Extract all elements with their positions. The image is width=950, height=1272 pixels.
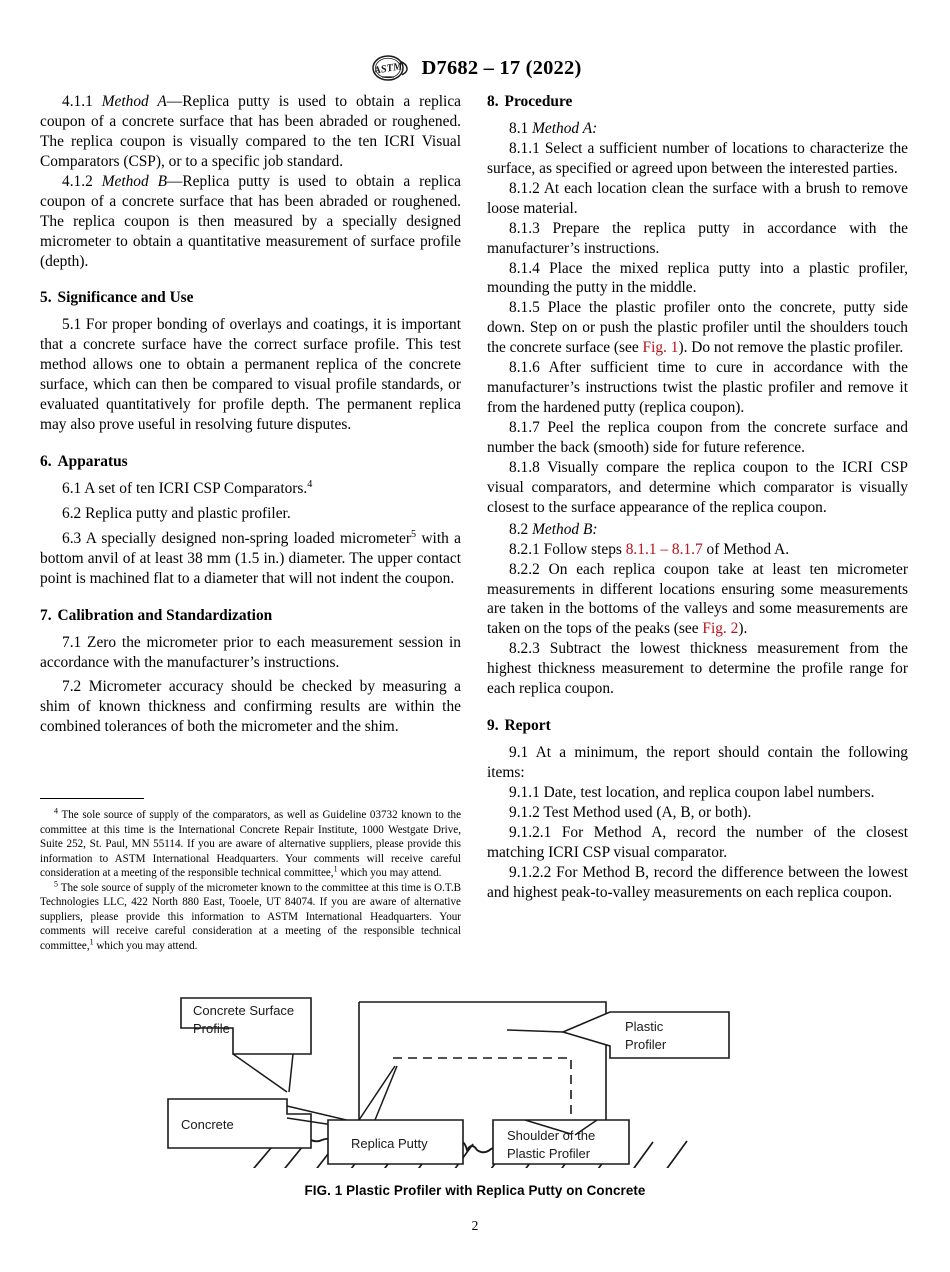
callout-label-concrete: Concrete [181,1117,234,1132]
section-title: Procedure [504,93,573,110]
para-text-cont: of Method A. [702,540,790,558]
paragraph-6-2: 6.2 Replica putty and plastic profiler. [62,504,291,522]
paragraph-4-1-1 [40,92,461,172]
xref-fig-2[interactable]: Fig. 2 [702,620,739,638]
para-number: 4.1.1 [62,93,93,110]
section-number: 7. [40,606,52,624]
section-number: 9. [487,717,499,735]
section-number: 8. [487,93,499,110]
section-title: Calibration and Standardization [57,606,273,624]
paragraph-8-2-3: 8.2.3 Subtract the lowest thickness measurement from the highest thickness measurement to determine the profile range for each replica coupon. [487,640,908,698]
para-text: —Replica putty is used to obtain a replica coupon of a concrete surface that has been abraded or roughened. The replica coupon is then measured by a specially designed micrometer to obtain a quantitative measurement of surface profile (depth). [40,172,461,270]
paragraph-6-1 [40,479,461,499]
leader-plastic-profiler [507,1030,563,1032]
section-number: 5. [40,289,52,307]
para-text: 6.1 A set of ten ICRI CSP Comparators. [62,479,308,497]
paragraph-8-1-2: 8.1.2 At each location clean the surface with a brush to remove loose material. [487,179,908,217]
figure-1-caption: FIG. 1 Plastic Profiler with Replica Putty on Concrete [304,1183,646,1198]
para-term: Method B [101,172,168,190]
callout-label-plastic-line1: Plastic [625,1019,664,1034]
paragraph-9-1-1: 9.1.1 Date, test location, and replica coupon label numbers. [509,783,875,801]
paragraph-9-1-2-1: 9.1.2.1 For Method A, record the number of the closest matching ICRI CSP visual comparator. [487,823,908,861]
footnote-4 [40,808,461,881]
paragraph-8-1-5 [487,298,908,358]
footnote-area [40,798,461,953]
para-text: 6.3 A specially designed non-spring loaded micrometer [62,529,411,547]
footnote-marker: 4 [54,806,58,816]
footnote-ref-5: 5 [410,528,417,540]
paragraph-5-1: 5.1 For proper bonding of overlays and coatings, it is important that a concrete surface have the correct surface profile. This test method allows one to obtain a permanent replica of the concrete surface, which can then be compared to visual profile standards, or evaluated quantitatively for profile depth. The permanent replica may also prove useful in resolving future disputes. [40,316,461,434]
para-text: 8.2.1 Follow steps [509,540,626,558]
section-heading-8 [487,92,908,112]
page-header [0,50,950,86]
paragraph-4-1-2 [40,172,461,272]
callout-label-plastic-line2: Profiler [625,1037,667,1052]
section-title: Apparatus [57,453,128,470]
paragraph-8-1-3: 8.1.3 Prepare the replica putty in accordance with the manufacturer’s instructions. [487,219,908,257]
svg-text:ASTM: ASTM [372,61,403,77]
para-text-cont: ). Do not remove the plastic profiler. [678,339,904,357]
footnote-text: The sole source of supply of the comparators, as well as Guideline 03732 known to the committee at this time is the International Concrete Repair Institute, 1000 Westgate Drive, Suite 252, St. Paul, MN 55114. If you are aware of alternative suppliers, please provide this information to ASTM International Headquarters. Your comments will receive careful consideration at a meeting of the responsible technical committee, [40,809,461,880]
section-heading-7 [40,606,461,626]
leader-concrete-surface-2 [289,1054,293,1092]
footnote-marker: 5 [54,878,58,888]
xref-steps-range[interactable]: 8.1.1 – 8.1.7 [625,540,703,558]
paragraph-8-2-2 [487,560,908,640]
figure-1-container [0,988,950,1199]
paragraph-8-1-1: 8.1.1 Select a sufficient number of locations to characterize the surface, as specified or agreed upon between the interested parties. [487,139,908,177]
para-text: —Replica putty is used to obtain a replica coupon of a concrete surface that has been abraded or roughened. The replica coupon is visually compared to the ten ICRI Visual Comparators (CSP), or to a specific job standard. [40,93,461,170]
section-title: Significance and Use [57,289,194,307]
paragraph-8-1-8: 8.1.8 Visually compare the replica coupon to the ICRI CSP visual comparators, and determine which comparator is visually closest to the surface appearance of the replica coupon. [487,458,908,516]
callout-label-shoulder-line1: Shoulder of the [507,1128,596,1143]
footnote-inline-ref: 1 [89,937,94,947]
callout-label-replica-putty: Replica Putty [351,1136,428,1151]
astm-logo-icon [369,54,413,82]
leader-replica-putty-1 [359,1066,395,1120]
callout-label-concrete-surface-line2: Profile [193,1021,230,1036]
paragraph-9-1: 9.1 At a minimum, the report should contain the following items: [487,744,908,781]
footnote-5 [40,878,461,954]
para-text: 8.2.2 On each replica coupon take at least ten micrometer measurements in different locations ensuring some measurements are taken in the bottoms of the valleys and some measurements are taken on the tops of the peaks (see [487,560,908,638]
para-number: 8.2 [509,520,529,538]
para-term: Method A: [532,119,598,137]
standard-designation: D7682 – 17 (2022) [421,56,582,79]
footnote-ref-4: 4 [307,478,313,490]
section-heading-5 [40,288,461,308]
section-title: Report [504,717,551,735]
paragraph-8-2-1 [487,540,908,560]
paragraph-7-2: 7.2 Micrometer accuracy should be checked by measuring a shim of known thickness and confirming results are within the combined tolerances of both the micrometer and the shim. [40,678,461,736]
para-number: 8.1 [509,119,529,137]
para-term: Method B: [532,520,598,538]
figure-1-diagram [163,988,787,1168]
paragraph-8-1-4: 8.1.4 Place the mixed replica putty into a plastic profiler, mounding the putty in the middle. [487,259,908,297]
leader-replica-putty-2 [375,1066,397,1120]
paragraph-7-1: 7.1 Zero the micrometer prior to each measurement session in accordance with the manufacturer’s instructions. [40,633,461,671]
section-heading-9 [487,716,908,736]
page-number: 2 [471,1218,479,1233]
xref-fig-1[interactable]: Fig. 1 [642,339,679,357]
footnote-separator [40,798,144,799]
leader-concrete-surface-1 [233,1054,287,1092]
paragraph-8-2 [487,520,908,540]
para-number: 4.1.2 [62,172,93,190]
right-column [487,92,908,903]
paragraph-9-1-2: 9.1.2 Test Method used (A, B, or both). [509,803,752,821]
para-term: Method A [101,93,167,110]
footnote-text: The sole source of supply of the micrometer known to the committee at this time is O.T.B Technologies LLC, 422 North 880 East, Tooele, UT 84074. If you are aware of alternative suppliers, please provide this information to ASTM International Headquarters. Your comments will receive careful consideration at a meeting of the responsible technical committee, [40,881,461,952]
footnote-inline-ref: 1 [333,864,338,874]
section-heading-6 [40,452,461,472]
paragraph-6-3 [40,529,461,589]
left-column [40,92,461,737]
footnote-text-cont: which you may attend. [337,867,442,880]
paragraph-9-1-2-2: 9.1.2.2 For Method B, record the difference between the lowest and highest peak-to-valley measurements on each replica coupon. [487,863,908,901]
para-text: 8.1.5 Place the plastic profiler onto the concrete, putty side down. Step on or push the plastic profiler until the shoulders touch the concrete surface (see [487,299,908,357]
callout-label-concrete-surface-line1: Concrete Surface [193,1003,295,1018]
footnote-text-cont: which you may attend. [93,939,198,952]
para-text-cont: with a bottom anvil of at least 38 mm (1.5 in.) diameter. The upper contact point is machined flat to a diameter that will not indent the coupon. [40,529,462,587]
paragraph-8-1-6: 8.1.6 After sufficient time to cure in accordance with the manufacturer’s instructions twist the plastic profiler and remove it from the hardened putty (replica coupon). [487,359,908,417]
paragraph-8-1 [487,119,908,139]
paragraph-8-1-7: 8.1.7 Peel the replica coupon from the concrete surface and number the back (smooth) side for future reference. [487,419,908,456]
callout-label-shoulder-line2: Plastic Profiler [507,1146,591,1161]
para-text-cont: ). [738,620,748,638]
section-number: 6. [40,453,52,470]
